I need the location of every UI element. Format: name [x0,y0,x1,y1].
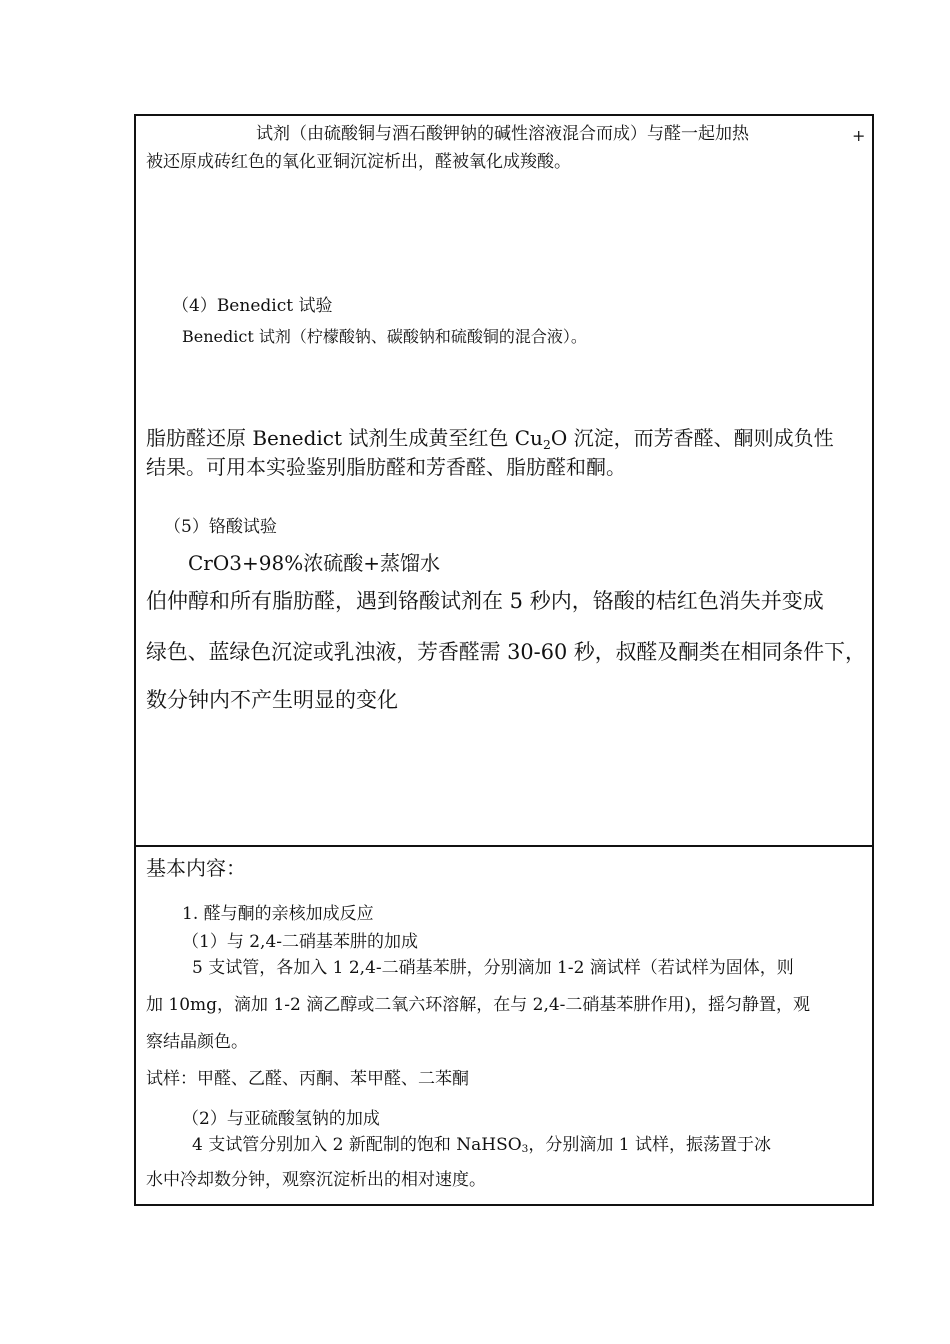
chromic-result-line-1: 伯仲醇和所有脂肪醛，遇到铬酸试剂在 5 秒内，铬酸的桔红色消失并变成 [146,589,824,613]
subsection-1-title: （1）与 2,4-二硝基苯肼的加成 [182,932,418,952]
chromic-test-title: （5）铬酸试验 [164,517,277,537]
subsection-1-line-2: 加 10mg，滴加 1-2 滴乙醇或二氧六环溶解，在与 2,4-二硝基苯肼作用)，摇匀静置，观 [146,995,811,1015]
plus-sign: + [852,126,866,145]
subsection-1-line-1: 5 支试管，各加入 1 2,4-二硝基苯肼，分别滴加 1-2 滴试样（若试样为固体，则 [192,958,794,978]
subsection-2-title: （2）与亚硫酸氢钠的加成 [182,1109,380,1129]
chromic-result-line-3: 数分钟内不产生明显的变化 [146,688,398,712]
benedict-result-line-1: 脂肪醛还原 Benedict 试剂生成黄至红色 $Cu_2O$ 沉淀，而芳香醛、酮则成负性 [146,426,834,452]
subsection-2-line-1: 4 支试管分别加入 2 新配制的饱和 NaHSO$_3$，分别滴加 1 试样，振荡置于冰 [192,1135,771,1155]
chromic-result-line-2: 绿色、蓝绿色沉淀或乳浊液，芳香醛需 30-60 秒，叔醛及酮类在相同条件下， [146,640,866,664]
content-table-frame [134,114,874,1206]
benedict-reagent-text: Benedict 试剂（柠檬酸钠、碳酸钠和硫酸铜的混合液）。 [182,327,587,346]
fehling-text-line-2: 被还原成砖红色的氧化亚铜沉淀析出，醛被氧化成羧酸。 [146,152,571,172]
benedict-result-line-2: 结果。可用本实验鉴别脂肪醛和芳香醛、脂肪醛和酮。 [146,455,626,479]
section-1-title: 1. 醛与酮的亲核加成反应 [182,904,374,924]
fehling-text-line-1: 试剂（由硫酸铜与酒石酸钾钠的碱性溶液混合而成）与醛一起加热 [256,124,749,144]
chromic-reagent-text: CrO3+98%浓硫酸+蒸馏水 [188,551,440,575]
sample-list: 试样：甲醛、乙醛、丙酮、苯甲醛、二苯酮 [146,1069,469,1089]
table-row-divider [136,845,872,847]
benedict-test-title: （4）Benedict 试验 [172,296,333,316]
basic-content-heading: 基本内容： [146,856,246,880]
subsection-1-line-3: 察结晶颜色。 [146,1032,248,1052]
subsection-2-line-2: 水中冷却数分钟，观察沉淀析出的相对速度。 [146,1170,486,1190]
